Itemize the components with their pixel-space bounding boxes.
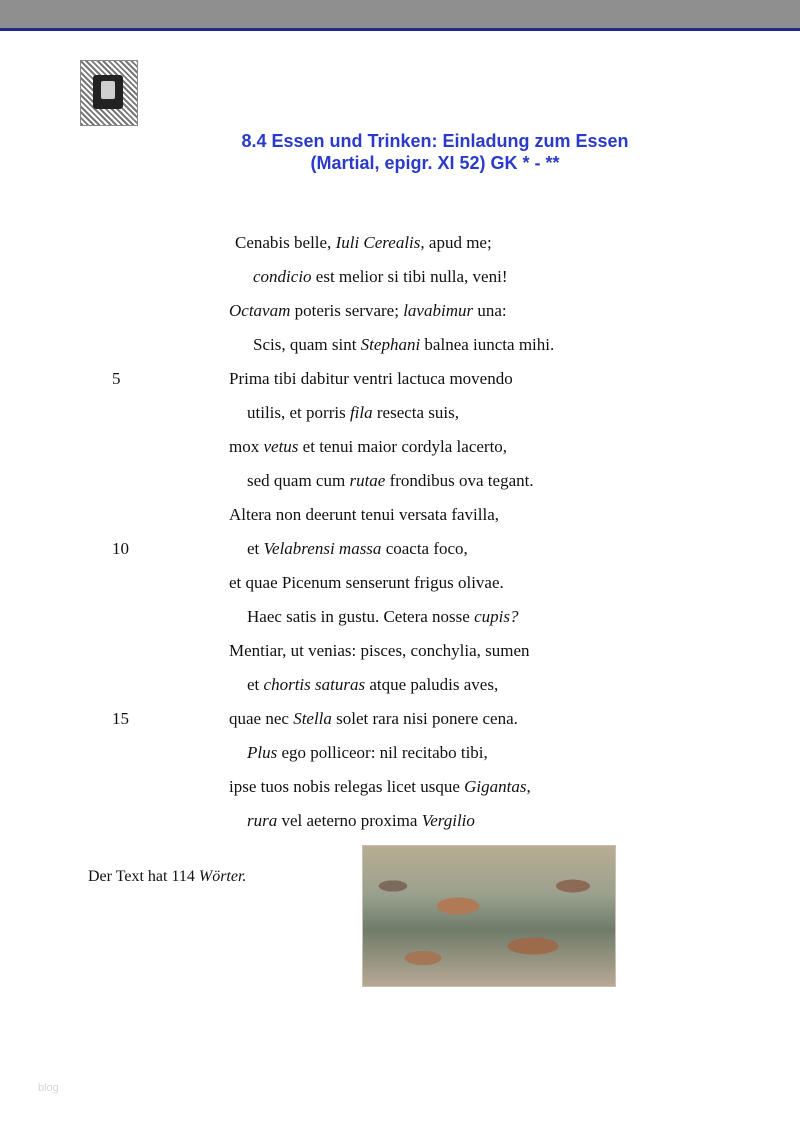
page-title: [150, 130, 720, 174]
verse-text: ipse tuos nobis relegas licet usque: [229, 777, 465, 796]
verse-emphasis: Iuli Cerealis: [335, 233, 421, 252]
verse-emphasis: chortis saturas: [263, 675, 366, 694]
verse-line: [253, 328, 554, 362]
verse-text: mox: [229, 437, 264, 456]
verse-text: ego polliceor: nil recitabo tibi,: [277, 743, 488, 762]
word-count: [88, 868, 246, 886]
verse-text: coacta foco,: [381, 539, 468, 558]
verse-text: sed quam cum: [247, 471, 350, 490]
document-logo-icon: [80, 60, 138, 126]
top-bar: [0, 0, 800, 28]
fish-mosaic-image: [362, 845, 616, 987]
verse-text: quae nec: [229, 709, 294, 728]
verse-line: [247, 464, 534, 498]
verse-text: frondibus ova tegant.: [385, 471, 534, 490]
title-line-2: (Martial, epigr. XI 52) GK * - **: [310, 153, 560, 173]
verse-line: [247, 600, 518, 634]
verse-line: [247, 532, 468, 566]
verse-emphasis: lavabimur: [403, 301, 474, 320]
verse-line: [229, 430, 507, 464]
verse-text: una:: [473, 301, 507, 320]
verse-text: atque paludis aves,: [365, 675, 499, 694]
verse-text: Prima tibi dabitur ventri lactuca movendo: [229, 369, 513, 388]
verse-text: Mentiar, ut venias: pisces, conchylia, sumen: [229, 641, 530, 660]
verse-text: balnea iuncta mihi.: [420, 335, 555, 354]
top-rule: [0, 28, 800, 31]
verse-line: [229, 770, 531, 804]
verse-emphasis: fila: [349, 403, 373, 422]
verse-text: poteris servare;: [290, 301, 404, 320]
line-number: 5: [112, 369, 121, 388]
line-number: 15: [112, 709, 129, 728]
verse-emphasis: Octavam: [229, 301, 291, 320]
verse-emphasis: Stephani: [360, 335, 421, 354]
title-line-1: 8.4 Essen und Trinken: Einladung zum Essen: [241, 131, 629, 151]
verse-text: Altera non deerunt tenui versata favilla,: [229, 505, 499, 524]
verse-text: et tenui maior cordyla lacerto,: [298, 437, 508, 456]
verse-line: [247, 668, 498, 702]
verse-text: Scis, quam sint: [253, 335, 361, 354]
verse-text: Cenabis belle,: [235, 233, 336, 252]
verse-emphasis: Velabrensi massa: [263, 539, 382, 558]
verse-line: [253, 260, 508, 294]
verse-emphasis: Gigantas: [464, 777, 527, 796]
verse-line: [229, 702, 518, 736]
verse-line: [229, 634, 530, 668]
verse-text: et: [247, 539, 264, 558]
verse-line: [247, 804, 475, 838]
verse-text: ,: [526, 777, 531, 796]
verse-emphasis: Stella: [293, 709, 332, 728]
verse-text: vel aeterno proxima: [277, 811, 422, 830]
watermark: blog: [38, 1082, 59, 1094]
word-count-word: Wörter.: [198, 868, 247, 885]
verse-text: , apud me;: [420, 233, 492, 252]
verse-emphasis: rura: [247, 811, 278, 830]
verse-text: Haec satis in gustu. Cetera nosse: [247, 607, 475, 626]
word-count-prefix: Der Text hat 114: [88, 868, 199, 885]
verse-line: [229, 362, 513, 396]
verse-emphasis: condicio: [253, 267, 312, 286]
verse-text: et quae Picenum senserunt frigus olivae.: [229, 573, 504, 592]
line-number: 10: [112, 539, 129, 558]
verse-line: [229, 566, 504, 600]
verse-line: [229, 294, 507, 328]
verse-emphasis: Plus: [247, 743, 278, 762]
verse-emphasis: vetus: [263, 437, 299, 456]
verse-line: [247, 736, 488, 770]
verse-text: utilis, et porris: [247, 403, 350, 422]
verse-emphasis: Vergilio: [421, 811, 475, 830]
verse-text: et: [247, 675, 264, 694]
verse-emphasis: cupis?: [474, 607, 519, 626]
verse-line: [229, 498, 499, 532]
verse-text: solet rara nisi ponere cena.: [331, 709, 518, 728]
verse-text: est melior si tibi nulla, veni!: [311, 267, 508, 286]
verse-line: [247, 396, 459, 430]
verse-line: [235, 226, 492, 260]
verse-text: resecta suis,: [372, 403, 460, 422]
verse-emphasis: rutae: [349, 471, 386, 490]
